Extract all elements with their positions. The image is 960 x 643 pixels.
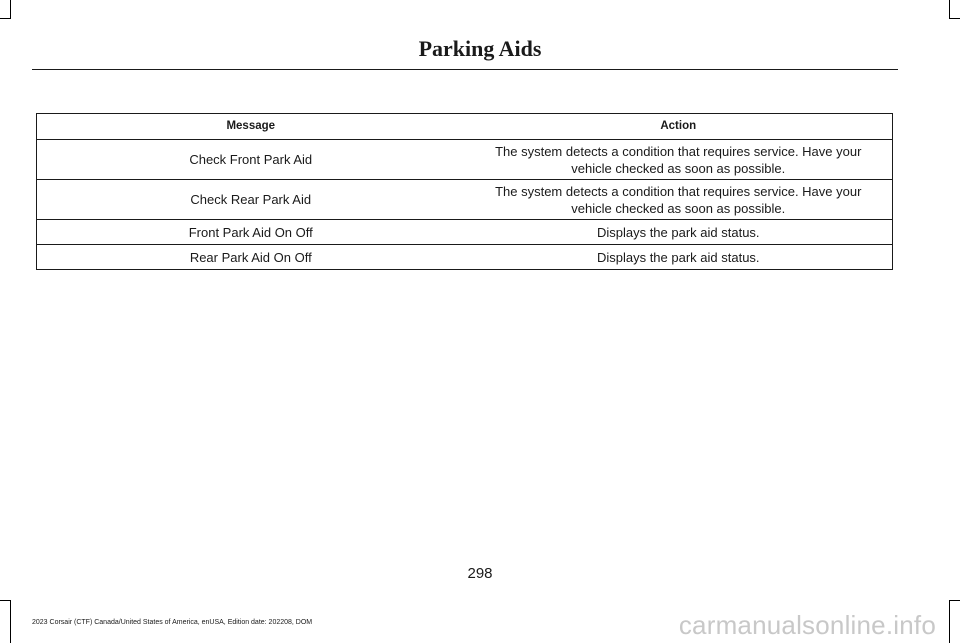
- column-header-action: Action: [465, 114, 893, 140]
- message-cell: Rear Park Aid On Off: [37, 245, 465, 270]
- page-number: 298: [467, 565, 493, 582]
- crop-mark: [949, 18, 960, 19]
- table-row: [37, 140, 893, 180]
- action-cell: Displays the park aid status.: [465, 245, 893, 270]
- crop-mark: [0, 600, 11, 601]
- table-row: [37, 180, 893, 220]
- table-row: [37, 220, 893, 245]
- watermark: carmanualsonline.info: [678, 610, 936, 640]
- table-row: [37, 245, 893, 270]
- crop-mark: [949, 601, 950, 643]
- action-cell: The system detects a condition that requires service. Have your vehicle checked as soon as possible.: [465, 140, 893, 180]
- message-cell: Front Park Aid On Off: [37, 220, 465, 245]
- crop-mark: [0, 18, 11, 19]
- page-title: Parking Aids: [418, 36, 542, 61]
- message-action-table: [36, 113, 893, 270]
- edition-footer: 2023 Corsair (CTF) Canada/United States of America, enUSA, Edition date: 202208, DOM: [32, 619, 313, 626]
- action-cell: Displays the park aid status.: [465, 220, 893, 245]
- table-header-row: [37, 114, 893, 140]
- column-header-message: Message: [37, 114, 465, 140]
- crop-mark: [949, 0, 950, 18]
- message-cell: Check Rear Park Aid: [37, 180, 465, 220]
- action-cell: The system detects a condition that requires service. Have your vehicle checked as soon as possible.: [465, 180, 893, 220]
- crop-mark: [10, 601, 11, 643]
- title-divider: [32, 69, 898, 70]
- crop-mark: [949, 600, 960, 601]
- crop-mark: [10, 0, 11, 18]
- message-cell: Check Front Park Aid: [37, 140, 465, 180]
